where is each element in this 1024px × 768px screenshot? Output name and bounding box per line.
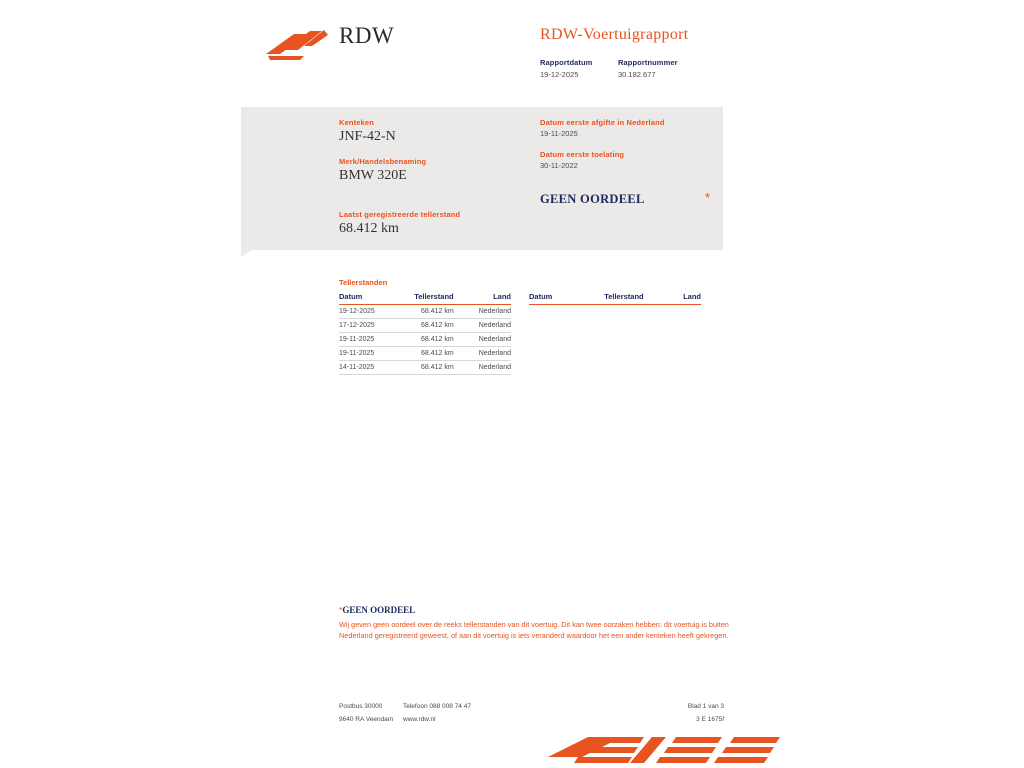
field-first-issue-nl-label: Datum eerste afgifte in Nederland xyxy=(540,118,665,127)
cell-datum: 19-11-2025 xyxy=(339,333,396,347)
field-merk xyxy=(339,157,529,184)
verdict-footnote-marker: * xyxy=(705,190,711,205)
field-first-admission xyxy=(540,150,715,170)
odometer-readings-section xyxy=(339,278,721,375)
field-last-odometer-label: Laatst geregistreerde tellerstand xyxy=(339,210,461,219)
table-header-row-second xyxy=(529,292,701,305)
footnote-heading-text: GEEN OORDEEL xyxy=(342,605,416,615)
page-title: RDW-Voertuigrapport xyxy=(540,26,689,43)
field-kenteken-value: JNF-42-N xyxy=(339,129,396,144)
table-row xyxy=(339,319,511,333)
footer-form-code: 3 E 1675f xyxy=(696,716,724,723)
cell-tellerstand: 68.412 km xyxy=(396,333,453,347)
footer-page-number: Blad 1 van 3 xyxy=(687,703,724,710)
field-merk-value: BMW 320E xyxy=(339,168,407,183)
cell-tellerstand: 68.412 km xyxy=(396,319,453,333)
brand-name: RDW xyxy=(339,23,395,48)
cell-land: Nederland xyxy=(454,305,511,319)
footnote-marker: * xyxy=(339,605,343,615)
meta-report-number xyxy=(618,58,680,79)
footer-address-line1: Postbus 30000 xyxy=(339,703,383,710)
table-row xyxy=(339,333,511,347)
odometer-readings-table xyxy=(339,292,511,375)
field-kenteken-label: Kenteken xyxy=(339,118,374,127)
footer-address-line2: 9640 RA Veendam xyxy=(339,716,394,723)
footer-phone: Telefoon 088 008 74 47 xyxy=(403,703,471,710)
cell-tellerstand: 68.412 km xyxy=(396,347,453,361)
footer-website[interactable]: www.rdw.nl xyxy=(403,716,436,723)
field-first-admission-value: 30-11-2022 xyxy=(540,161,578,170)
col-tellerstand-second: Tellerstand xyxy=(586,292,643,305)
field-first-issue-nl-value: 19-11-2025 xyxy=(540,129,578,138)
panel-notch-decoration xyxy=(241,243,263,257)
footnote-heading xyxy=(339,605,729,615)
cell-land: Nederland xyxy=(454,333,511,347)
bottom-decoration-icon xyxy=(548,735,788,768)
field-last-odometer xyxy=(339,210,460,237)
field-first-issue-nl xyxy=(540,118,715,138)
field-kenteken xyxy=(339,118,529,145)
footnote-block xyxy=(339,605,729,642)
meta-report-date xyxy=(540,58,602,79)
footnote-body: Wij geven geen oordeel over de reeks tellerstanden van dit voertuig. Dit kan twee oorzaken hebben: dit voertuig is buiten Nederland geregistreerd geweest, of aan dit voertuig is iets veranderd waardoor het een ander kenteken heeft gekregen. xyxy=(339,620,729,641)
cell-datum: 19-11-2025 xyxy=(339,347,396,361)
vehicle-summary-panel xyxy=(241,107,723,250)
odometer-readings-table-second xyxy=(529,292,701,375)
meta-report-number-label: Rapportnummer xyxy=(618,58,678,67)
col-datum: Datum xyxy=(339,292,396,305)
col-land: Land xyxy=(454,292,511,305)
summary-left-column xyxy=(339,118,529,184)
cell-land: Nederland xyxy=(454,347,511,361)
meta-report-date-value: 19-12-2025 xyxy=(540,70,579,79)
field-merk-label: Merk/Handelsbenaming xyxy=(339,157,427,166)
table-row xyxy=(339,347,511,361)
col-tellerstand: Tellerstand xyxy=(396,292,453,305)
verdict-text: GEEN OORDEEL xyxy=(540,192,645,206)
cell-land: Nederland xyxy=(454,361,511,375)
cell-land: Nederland xyxy=(454,319,511,333)
meta-report-date-label: Rapportdatum xyxy=(540,58,593,67)
field-first-admission-label: Datum eerste toelating xyxy=(540,150,625,159)
meta-report-number-value: 30.182.677 xyxy=(618,70,656,79)
cell-datum: 14-11-2025 xyxy=(339,361,396,375)
odometer-readings-title: Tellerstanden xyxy=(339,278,388,287)
cell-tellerstand: 68.412 km xyxy=(396,305,453,319)
cell-datum: 17-12-2025 xyxy=(339,319,396,333)
table-row xyxy=(339,361,511,375)
summary-right-column xyxy=(540,118,715,170)
col-datum-second: Datum xyxy=(529,292,586,305)
cell-tellerstand: 68.412 km xyxy=(396,361,453,375)
report-meta xyxy=(540,58,680,79)
rdw-logo-icon xyxy=(264,26,330,62)
table-header-row xyxy=(339,292,511,305)
footer-right xyxy=(640,703,724,729)
field-last-odometer-value: 68.412 km xyxy=(339,221,399,236)
col-land-second: Land xyxy=(644,292,701,305)
table-row xyxy=(339,305,511,319)
cell-datum: 19-12-2025 xyxy=(339,305,396,319)
